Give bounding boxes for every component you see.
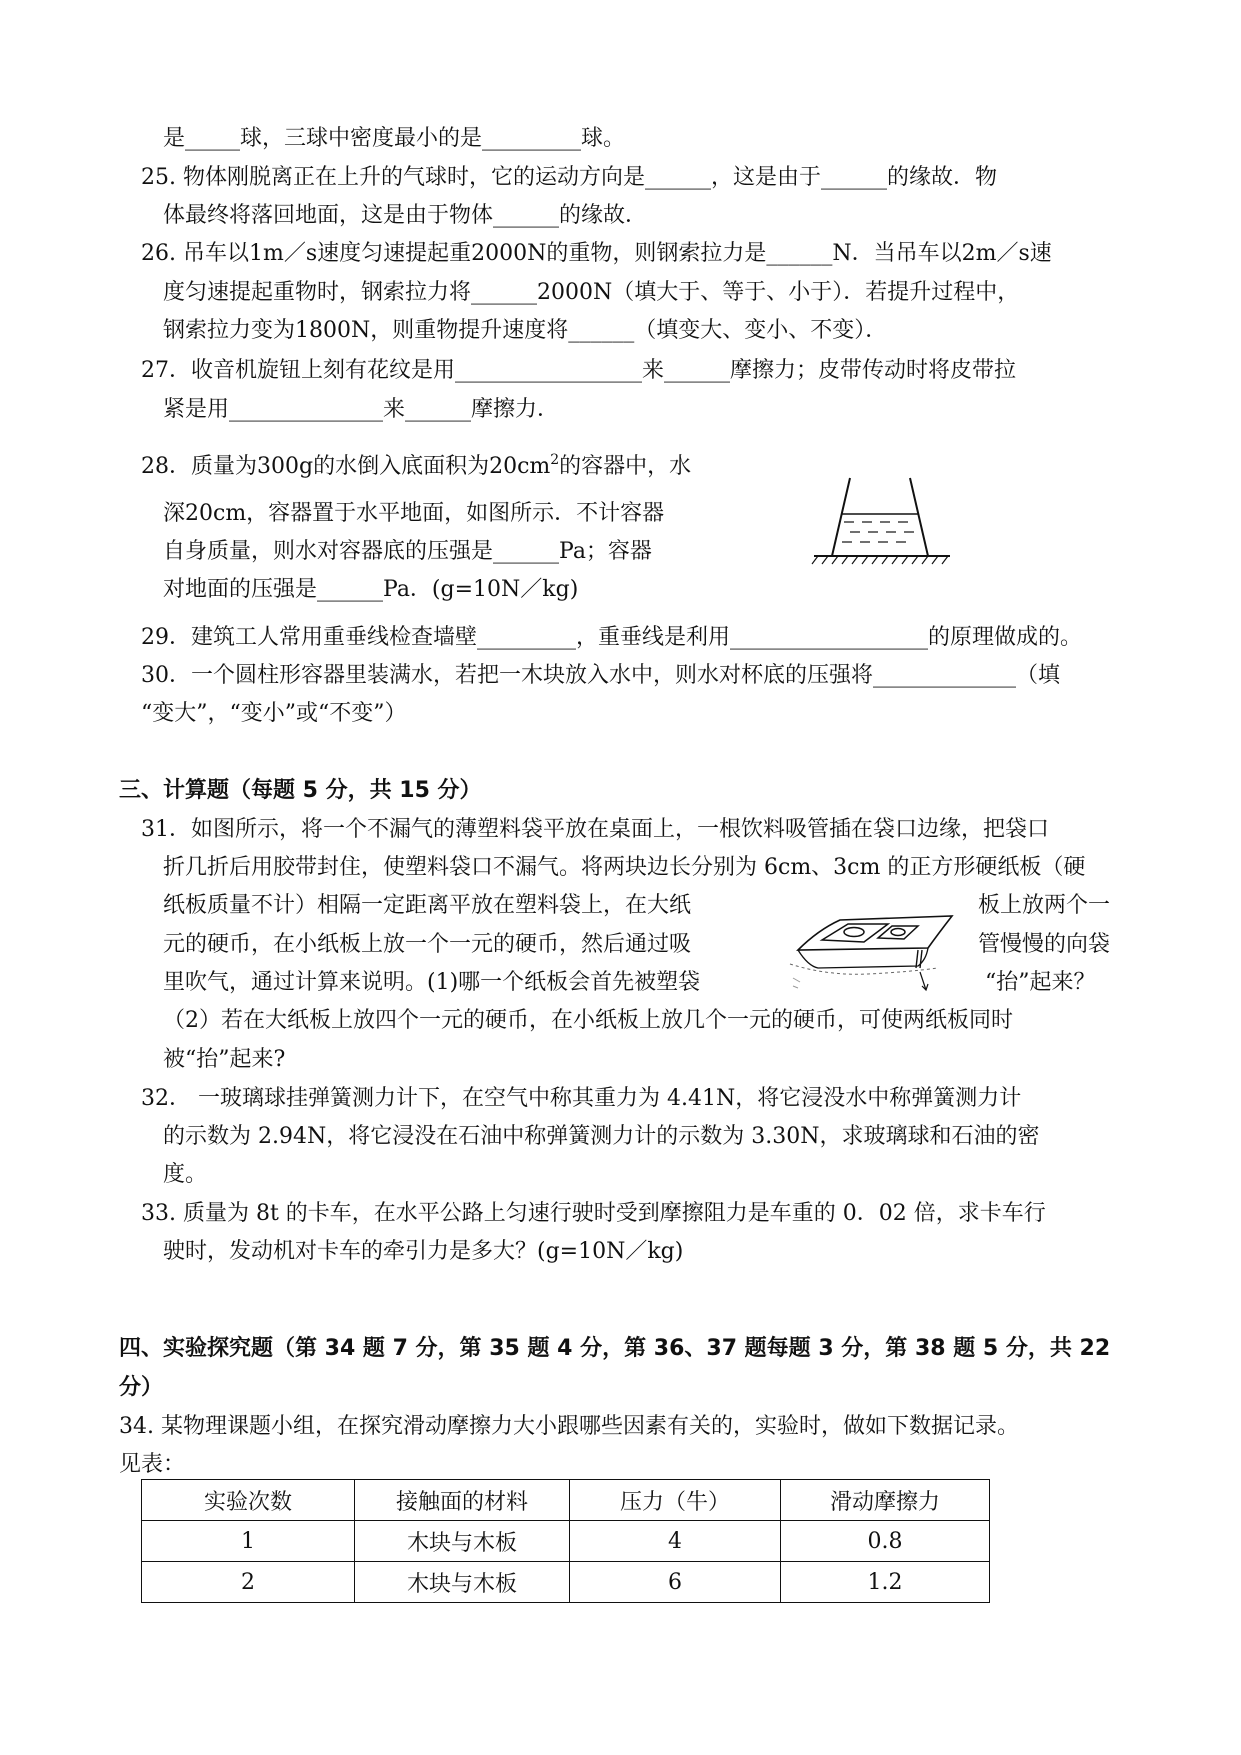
question-28 <box>141 452 691 482</box>
text-line: 自身质量，则水对容器底的压强是______Pa；容器 <box>163 539 652 564</box>
section-3-heading: 三、计算题（每题 5 分，共 15 分） <box>119 778 482 803</box>
table-cell: 2 <box>142 1562 355 1603</box>
question-32: 32． 一玻璃球挂弹簧测力计下，在空气中称其重力为 4.41N，将它浸没水中称弹簧测力计 <box>141 1086 1022 1111</box>
table-cell: 1 <box>142 1521 355 1562</box>
table-row <box>142 1521 990 1562</box>
question-34: 34. 某物理课题小组，在探究滑动摩擦力大小跟哪些因素有关的，实验时，做如下数据记录。 <box>119 1414 1019 1439</box>
section-4-heading-cont: 分） <box>119 1375 164 1400</box>
text-line: 被“抬”起来? <box>163 1047 286 1072</box>
table-cell: 0.8 <box>781 1521 990 1562</box>
text-line: 紧是用______________来______摩擦力． <box>163 397 560 422</box>
text-line: 度匀速提起重物时，钢索拉力将______2000N（填大于、等于、小于）．若提升过程中， <box>163 280 1020 305</box>
text-line: “抬”起来？ <box>985 970 1096 995</box>
text-line: 板上放两个一 <box>978 893 1111 918</box>
text-line: 对地面的压强是______Pa．(g=10N／kg) <box>163 577 579 602</box>
text-line: 深20cm，容器置于水平地面，如图所示．不计容器 <box>163 501 665 526</box>
text-line: 钢索拉力变为1800N，则重物提升速度将______（填变大、变小、不变）． <box>163 318 888 343</box>
table-cell: 1.2 <box>781 1562 990 1603</box>
text-line: 管慢慢的向袋 <box>978 932 1111 957</box>
data-table <box>141 1479 990 1603</box>
text-line: 纸板质量不计）相隔一定距离平放在塑料袋上，在大纸 <box>163 893 692 918</box>
table-row <box>142 1562 990 1603</box>
text-line: 折几折后用胶带封住，使塑料袋口不漏气。将两块边长分别为 6cm、3cm 的正方形硬纸板（硬 <box>163 855 1086 880</box>
table-header-cell: 压力（牛） <box>570 1480 781 1521</box>
table-header-cell: 滑动摩擦力 <box>781 1480 990 1521</box>
plastic-bag-figure <box>788 906 960 998</box>
table-cell: 木块与木板 <box>355 1562 570 1603</box>
superscript: 2 <box>550 452 560 468</box>
text-line: 元的硬币，在小纸板上放一个一元的硬币，然后通过吸 <box>163 932 692 957</box>
table-header-row <box>142 1480 990 1521</box>
text-span: 28．质量为300g的水倒入底面积为20cm <box>141 454 551 479</box>
section-4-heading: 四、实验探究题（第 34 题 7 分，第 35 题 4 分，第 36、37 题每题 3 分，第 38 题 5 分，共 22 <box>119 1336 1111 1361</box>
question-25: 25. 物体刚脱离正在上升的气球时，它的运动方向是______，这是由于______的缘故．物 <box>141 165 997 190</box>
table-header-cell: 接触面的材料 <box>355 1480 570 1521</box>
text-line: “变大”，“变小”或“不变”） <box>141 701 407 726</box>
question-30: 30．一个圆柱形容器里装满水，若把一木块放入水中，则水对杯底的压强将_____________（填 <box>141 663 1060 688</box>
text-line: （2）若在大纸板上放四个一元的硬币，在小纸板上放几个一元的硬币，可使两纸板同时 <box>163 1008 1013 1033</box>
question-27: 27．收音机旋钮上刻有花纹是用_________________来______摩擦力；皮带传动时将皮带拉 <box>141 358 1016 383</box>
container-figure <box>810 470 955 570</box>
question-31: 31．如图所示，将一个不漏气的薄塑料袋平放在桌面上，一根饮料吸管插在袋口边缘，把袋口 <box>141 817 1049 842</box>
text-line: 见表： <box>119 1452 186 1477</box>
table-cell: 4 <box>570 1521 781 1562</box>
table-header-cell: 实验次数 <box>142 1480 355 1521</box>
text-line: 度。 <box>163 1162 208 1187</box>
question-33: 33. 质量为 8t 的卡车，在水平公路上匀速行驶时受到摩擦阻力是车重的 0．02 倍，求卡车行 <box>141 1201 1046 1226</box>
question-26: 26. 吊车以1m／s速度匀速提起重2000N的重物，则钢索拉力是______N．当吊车以2m／s速 <box>141 241 1052 266</box>
text-line: 是_____球，三球中密度最小的是_________球。 <box>163 126 626 151</box>
question-29: 29．建筑工人常用重垂线检查墙壁_________，重垂线是利用__________________的原理做成的。 <box>141 625 1082 650</box>
text-line: 里吹气，通过计算来说明。(1)哪一个纸板会首先被塑袋 <box>163 970 701 995</box>
text-line: 驶时，发动机对卡车的牵引力是多大？(g=10N／kg) <box>163 1239 684 1264</box>
text-span: 的容器中，水 <box>559 454 692 479</box>
text-line: 体最终将落回地面，这是由于物体______的缘故． <box>163 203 648 228</box>
table-cell: 木块与木板 <box>355 1521 570 1562</box>
text-line: 的示数为 2.94N，将它浸没在石油中称弹簧测力计的示数为 3.30N，求玻璃球和石油的密 <box>163 1124 1040 1149</box>
table-cell: 6 <box>570 1562 781 1603</box>
